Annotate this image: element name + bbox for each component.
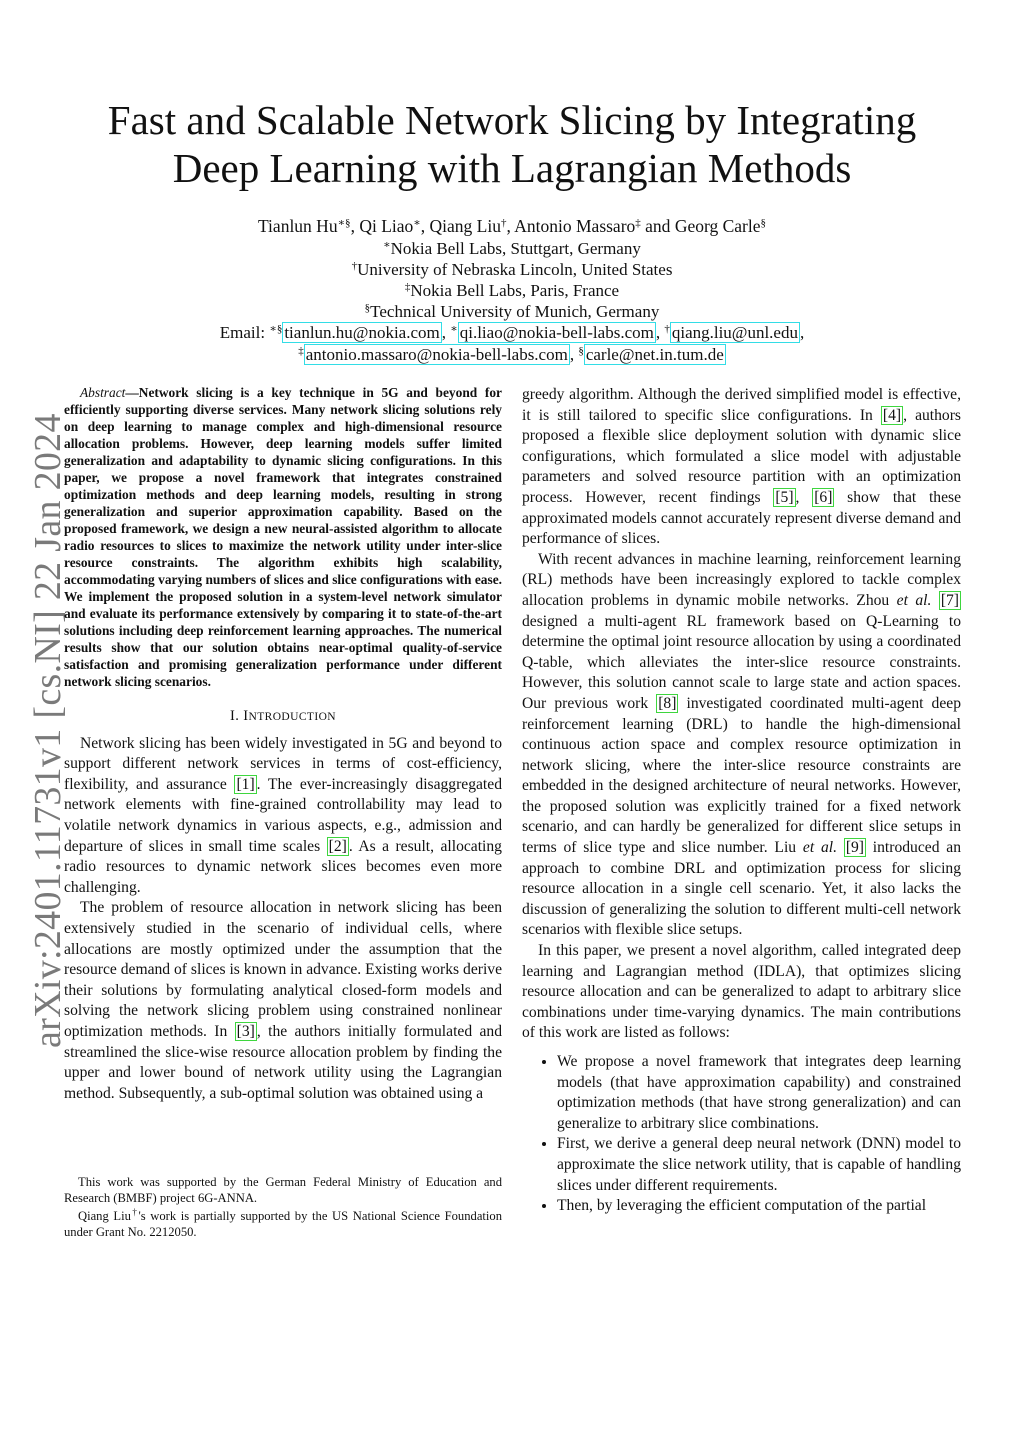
author-separator: , (420, 216, 430, 236)
list-item: • We propose a novel framework that integrates deep learning models (that have approximation capability) and constrained optimization methods (that have strong generalization) and can generalize to arbitrary slice combinations. (557, 1052, 961, 1134)
section-number: I. (230, 708, 244, 724)
paragraph-text (837, 839, 844, 856)
affiliation-mark: ∗ (383, 239, 391, 251)
affiliation-mark: ‡ (404, 281, 411, 293)
paragraph-text: , (795, 488, 813, 506)
paragraph-text: Network slicing has been widely investigated in 5G and beyond to support different network services in terms of cost-efficiency, flexibility, and assurance (64, 734, 502, 793)
paragraph-text: , the authors initially formulated and streamlined the slice-wise resource allocation problem by finding the upper and lower bound of network utility using the Lagrangian method. Subsequently, a sub-optimal solution was obtained using a (64, 1022, 502, 1102)
author-separator: , (506, 216, 515, 236)
list-item: • First, we derive a general deep neural network (DNN) model to approximate the slice network utility, that is capable of handling slices under different requirements. (557, 1134, 961, 1196)
citation-link[interactable]: [9] (845, 839, 864, 857)
citation-link[interactable]: [1] (236, 775, 255, 793)
section-heading (64, 706, 502, 728)
author-mark: † (500, 217, 507, 229)
citation-link[interactable]: [2] (328, 837, 347, 855)
author-name: Qiang Liu (429, 216, 501, 236)
author-separator: and (640, 216, 675, 236)
email-mark: § (578, 345, 584, 357)
citation-link[interactable]: [8] (658, 694, 677, 712)
email-mark: ∗ (450, 323, 458, 335)
paragraph-text: investigated coordinated multi-agent deep reinforcement learning (DRL) to handle the high-dimensional continuous action space and complex resource optimization in network slicing, where the inter-slice resource constraints are embedded in the designed architecture of neural networks. However, the proposed solution was explicitly trained for a fixed network scenario, and can hardly be generalized for different slice setups in terms of slice type and slice number. Liu (522, 694, 961, 857)
footnote-text: Qiang Liu (78, 1209, 131, 1223)
author-mark: ∗ (413, 217, 421, 229)
paragraph: In this paper, we present a novel algorithm, called integrated deep learning and Lagrangian method (IDLA), that optimizes slicing resource allocation and can be generalized to adapt to arbitrary slice combinations under time-varying dynamics. The main contributions of this work are listed as follows: (522, 942, 961, 1042)
abstract-label: Abstract (80, 385, 126, 400)
paragraph-text: The problem of resource allocation in network slicing has been extensively studied in the scenario of individual cells, where allocations are mostly optimized under the assumption that the resource demand of slices is known in advance. Existing works derive their solutions by formulating analytical closed-form models and solving the network slicing problem using constrained nonlinear optimization methods. In (64, 899, 502, 1040)
email-link[interactable]: carle@net.in.tum.de (585, 345, 724, 364)
paragraph-text: . As a result, allocating radio resources to dynamic network slices becomes even more challenging. (64, 837, 502, 896)
affiliation-mark: § (364, 302, 371, 314)
email-link[interactable]: antonio.massaro@nokia-bell-labs.com (305, 345, 568, 364)
author-name: Antonio Massaro (514, 216, 636, 236)
right-column (522, 385, 961, 1217)
section-title-rest: NTRODUCTION (248, 711, 336, 723)
email-link[interactable]: qiang.liu@unl.edu (671, 323, 798, 342)
citation-link[interactable]: [7] (940, 591, 959, 609)
paragraph-text: . The ever-increasingly disaggregated network elements with fine-grained controllability may lead to volatile network dynamics in various aspects, e.g., admission and departure of slices in small time scales (64, 775, 502, 855)
affiliation-mark: † (351, 260, 358, 272)
paragraph-text (931, 592, 938, 609)
email-line: Email: ∗§ tianlun.hu@nokia.com , ∗ qi.liao@nokia-bell-labs.com , † qiang.liu@unl.edu , (219, 323, 805, 342)
footnote: This work was supported by the German Federal Ministry of Education and Research (BMBF) project 6G-ANNA. (64, 1175, 502, 1205)
footnote (64, 1208, 502, 1240)
affiliation-text: University of Nebraska Lincoln, United States (357, 260, 673, 279)
citation-link[interactable]: [3] (236, 1022, 255, 1040)
author-mark: ‡ (635, 217, 641, 229)
affiliation-text: Nokia Bell Labs, Paris, France (410, 281, 620, 300)
paper-title (60, 96, 964, 192)
email-line: ‡ antonio.massaro@nokia-bell-labs.com , § carle@net.in.tum.de (298, 345, 724, 364)
list-item: • Then, by leveraging the efficient computation of the partial (557, 1196, 961, 1217)
citation-link[interactable]: [4] (882, 406, 902, 424)
title-line-2: Deep Learning with Lagrangian Methods (172, 145, 852, 191)
footnote-text: 's work is partially supported by the US National Science Foundation under Grant No. 2212050. (64, 1209, 503, 1239)
email-mark: ‡ (298, 345, 304, 357)
arxiv-stamp: arXiv:2401.11731v1 [cs.NI] 22 Jan 2024 (27, 413, 69, 1048)
paragraph-text: With recent advances in machine learning, reinforcement learning (RL) methods have been increasingly explored to tackle complex allocation problems in dynamic mobile networks. Zhou (522, 550, 961, 609)
paragraph (64, 898, 502, 1104)
author-mark: § (760, 217, 767, 229)
footnote-mark: † (130, 1207, 139, 1217)
paragraph (522, 550, 961, 941)
author-separator: , (350, 216, 360, 236)
affiliation (60, 259, 964, 280)
abstract-text: —Network slicing is a key technique in 5G and beyond for efficiently supporting diverse services. Many network slicing solutions rely on deep learning to manage complex and high-dimensional resource allocation problems. However, deep learning models suffer limited generalization and adaptability to dynamic slicing configurations. In this paper, we propose a novel framework that integrates constrained optimization methods and deep learning models, resulting in strong generalization and superior approximation capability. Based on the proposed framework, we design a new neural-assisted algorithm to allocate radio resources to slices to maximize the network utility under inter-slice resource constraints. The algorithm exhibits high scalability, accommodating varying numbers of slices and slice configurations with ease. We implement the proposed solution in a system-level network simulator and evaluate its performance extensively by comparing it to state-of-the-art solutions including deep reinforcement learning approaches. The numerical results show that our solution obtains near-optimal quality-of-service satisfaction and promising generalization performance under different network slicing scenarios. (64, 385, 502, 689)
author-name: Tianlun Hu (257, 216, 338, 236)
paragraph-text: , authors proposed a flexible slice deployment solution with dynamic slice configurations, which formulated a slice model with adjustable parameters and solved resource partition with an optimization process. However, recent findings (522, 406, 961, 506)
affiliation (60, 280, 964, 301)
paragraph-text: designed a multi-agent RL framework based on Q-Learning to determine the optimal joint resource allocation by using a coordinated Q-table, which alleviates the inter-slice resource constraints. However, this solution cannot scale to large state and action spaces. Our previous work (522, 612, 961, 712)
email-label: Email: (219, 323, 270, 342)
left-column (64, 384, 502, 1104)
author-block (60, 216, 964, 365)
footnotes (64, 1174, 502, 1240)
title-line-1: Fast and Scalable Network Slicing by Integrating (107, 97, 917, 143)
paragraph-text: et al. (896, 591, 932, 609)
author-name: Georg Carle (674, 216, 761, 236)
email-link[interactable]: qi.liao@nokia-bell-labs.com (459, 323, 654, 342)
paragraph-text: et al. (802, 839, 837, 857)
paragraph-text: greedy algorithm. Although the derived simplified model is effective, it is still tailored to specific slice configurations. In (522, 386, 961, 424)
contribution-list (522, 1052, 961, 1217)
email-mark: ∗§ (269, 323, 283, 335)
paragraph (522, 385, 961, 550)
affiliation (60, 238, 964, 259)
email-link[interactable]: tianlun.hu@nokia.com (284, 323, 440, 342)
abstract (64, 384, 502, 690)
author-name: Qi Liao (359, 216, 414, 236)
section-title-initial: I (243, 708, 249, 724)
affiliation-text: Technical University of Munich, Germany (370, 302, 660, 321)
affiliation-text: Nokia Bell Labs, Stuttgart, Germany (390, 239, 641, 258)
email-mark: † (664, 323, 670, 335)
paragraph-text: show that these approximated models cannot accurately represent diverse demand and performance of slices. (522, 488, 962, 548)
citation-link[interactable]: [6] (814, 488, 833, 506)
author-mark: ∗§ (337, 217, 351, 229)
citation-link[interactable]: [5] (775, 488, 794, 506)
author-names (60, 216, 964, 237)
paragraph (64, 734, 502, 899)
affiliation (60, 301, 964, 322)
paragraph-text: introduced an approach to combine DRL and optimization process for slicing resource allocation in a single cell scenario. Yet, it also lacks the discussion of generalizing the solution to different multi-cell network scenarios with flexible slice setups. (522, 839, 962, 939)
